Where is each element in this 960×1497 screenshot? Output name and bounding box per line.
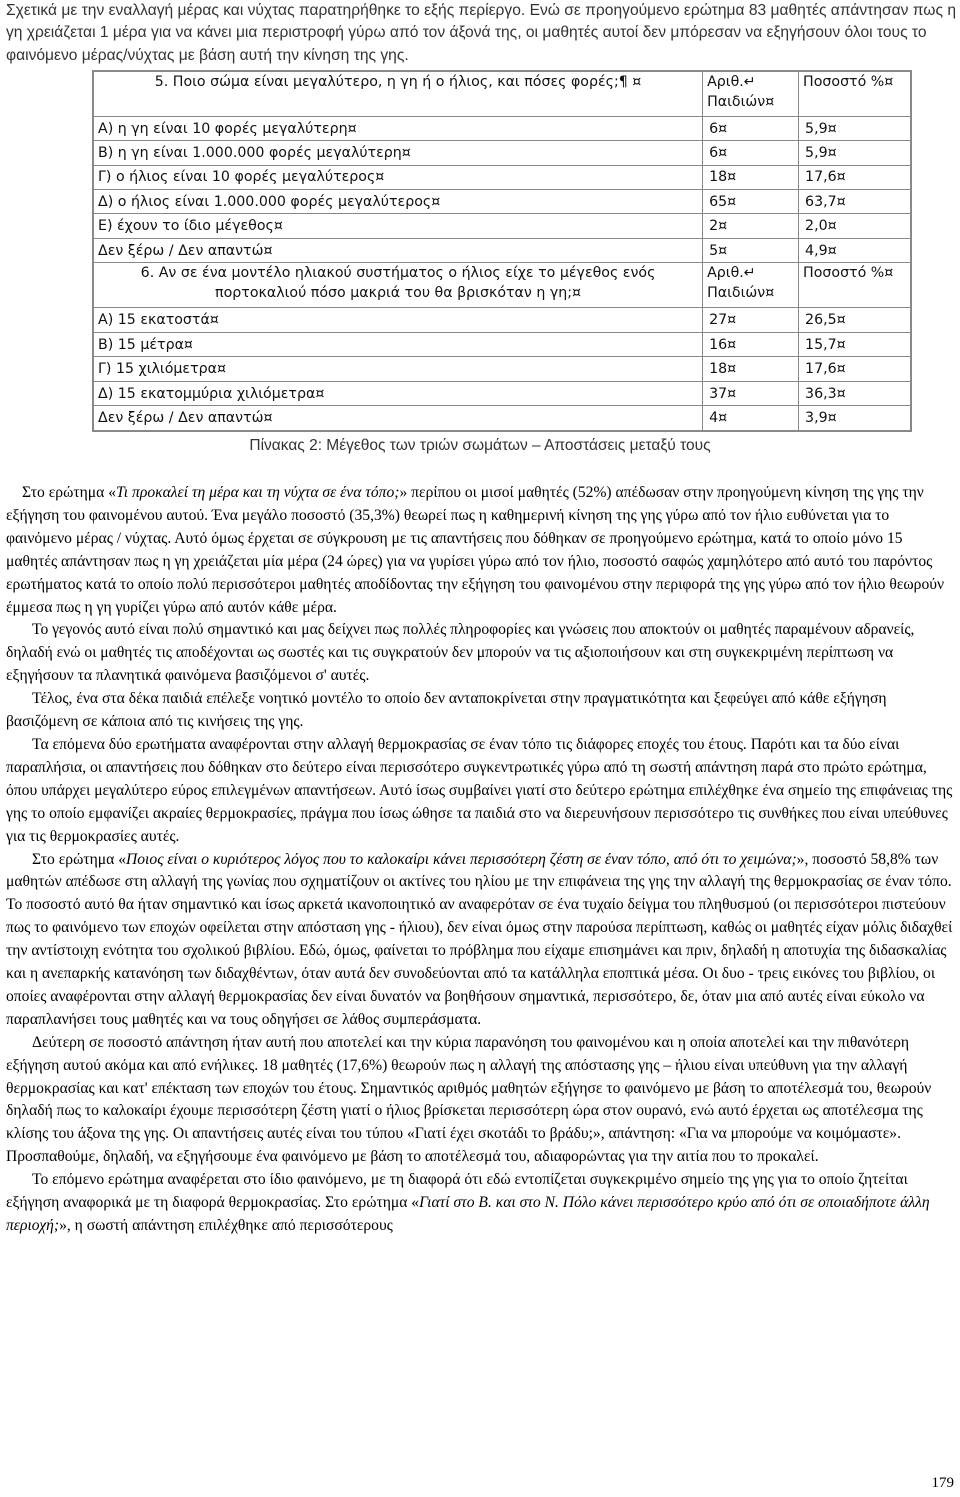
- paragraph-1: Στο ερώτημα «Τι προκαλεί τη μέρα και τη νύχτα σε ένα τόπο;» περίπου οι μισοί μαθητές (52%) απέδωσαν στην προηγούμενη κίνηση της γης την εξήγηση του φαινομένου αυτού. Ένα μεγάλο ποσοστό (35,3%) θεωρεί πως η καθημερινή κίνηση της γης γύρω από τον ήλιο ευθύνεται για το φαινόμενο μέρας / νύχτας. Αυτό όμως έρχεται σε σύγκρουση με τις απαντήσεις που δόθηκαν σε προηγούμενο ερώτημα, κατά το οποίο μόνο 15 μαθητές απάντησαν πως η γη χρειάζεται μία μέρα (24 ώρες) για να γυρίσει γύρω από τον ήλιο, ποσοστό σαφώς χαμηλότερο από αυτό του παρόντος ερωτήματος κατά το οποίο πολύ περισσότεροι μαθητές αποδίδοντας την εξήγηση του φαινομένου στην περιφορά της γης γύρω από τον ήλιο θεωρούν έμμεσα πως η γη γυρίζει γύρω από αυτόν κάθε μέρα.: [6, 484, 945, 616]
- intro-paragraph: Σχετικά με την εναλλαγή μέρας και νύχτας παρατηρήθηκε το εξής περίεργο. Ενώ σε προηγούμενο ερώτημα 83 μαθητές απάντησαν πως η γη χρειάζεται 1 μέρα για να κάνει μια περιστροφή γύρω από τον άξονά της, οι μαθητές αυτοί δεν μπόρεσαν να εξηγήσουν όλοι τους το φαινόμενο μέρας/νύχτας με βάση αυτή την κίνηση της γης.: [6, 2, 957, 64]
- count-cell: 65¤: [703, 190, 799, 214]
- q5-header-row: [94, 72, 911, 117]
- article-body: [6, 482, 956, 1238]
- percent-cell: 63,7¤: [799, 190, 911, 214]
- percent-cell: 15,7¤: [799, 332, 911, 357]
- percent-cell: 36,3¤: [799, 381, 911, 406]
- table-row: [94, 381, 911, 406]
- percent-cell: 3,9¤: [799, 406, 911, 431]
- percent-cell: 5,9¤: [799, 141, 911, 165]
- percent-cell: 2,0¤: [799, 214, 911, 238]
- paragraph-2: Το γεγονός αυτό είναι πολύ σημαντικό και μας δείχνει πως πολλές πληροφορίες και γνώσεις που αποκτούν οι μαθητές παραμένουν αδρανείς, δηλαδή ενώ οι μαθητές τις αποδέχονται ως σωστές και τις συγκρατούν δεν μπορούν να τις αξιοποιήσουν και στη συγκεκριμένη περίπτωση να εξηγήσουν τα πλανητικά φαινόμενα βασιζόμενοι σ' αυτές.: [6, 621, 915, 685]
- answer-cell: Α) η γη είναι 10 φορές μεγαλύτερη¤: [94, 117, 703, 141]
- table-row: [94, 332, 911, 357]
- table-row: [94, 406, 911, 431]
- table-row: [94, 308, 911, 333]
- q6-question: 6. Αν σε ένα μοντέλο ηλιακού συστήματος ο ήλιος είχε το μέγεθος ενός πορτοκαλιού πόσο μακριά του θα βρισκόταν η γη;¤: [94, 263, 703, 308]
- percent-cell: 17,6¤: [799, 165, 911, 189]
- answer-cell: Ε) έχουν το ίδιο μέγεθος¤: [94, 214, 703, 238]
- count-cell: 4¤: [703, 406, 799, 431]
- table-row: [94, 117, 911, 141]
- count-column-header: Αριθ.↵ Παιδιών¤: [703, 263, 799, 308]
- answer-cell: Γ) 15 χιλιόμετρα¤: [94, 357, 703, 382]
- answer-cell: Δεν ξέρω / Δεν απαντώ¤: [94, 238, 703, 262]
- percent-column-header: Ποσοστό %¤: [799, 72, 911, 117]
- count-cell: 27¤: [703, 308, 799, 333]
- percent-cell: 4,9¤: [799, 238, 911, 262]
- count-cell: 18¤: [703, 357, 799, 382]
- table-row: [94, 357, 911, 382]
- count-cell: 5¤: [703, 238, 799, 262]
- table-row: [94, 190, 911, 214]
- answer-cell: Γ) ο ήλιος είναι 10 φορές μεγαλύτερος¤: [94, 165, 703, 189]
- table-row: [94, 238, 911, 262]
- table-caption: Πίνακας 2: Μέγεθος των τριών σωμάτων – Αποστάσεις μεταξύ τους: [249, 437, 711, 454]
- paragraph-3: Τέλος, ένα στα δέκα παιδιά επέλεξε νοητικό μοντέλο το οποίο δεν ανταποκρίνεται στην πραγματικότητα και ξεφεύγει από κάθε εξήγηση βασιζόμενη σε κάποια από τις κινήσεις της γης.: [6, 690, 887, 731]
- count-cell: 37¤: [703, 381, 799, 406]
- answer-cell: Δ) 15 εκατομμύρια χιλιόμετρα¤: [94, 381, 703, 406]
- answer-cell: Δ) ο ήλιος είναι 1.000.000 φορές μεγαλύτερος¤: [94, 190, 703, 214]
- table-row: [94, 214, 911, 238]
- paragraph-6: Δεύτερη σε ποσοστό απάντηση ήταν αυτή που αποτελεί και την κύρια παρανόηση του φαινομένου και η οποία αποτελεί και την πιθανότερη εξήγηση αυτού ακόμα και από ενήλικες. 18 μαθητές (17,6%) θεωρούν πως η αλλαγή της απόστασης γης – ήλιου είναι υπεύθυνη για την αλλαγή θερμοκρασίας και κατ' επέκταση των εποχών του έτους. Σημαντικός αριθμός μαθητών εξήγησε το φαινόμενο με βάση το αποτέλεσμά του, θεωρούν δηλαδή πως το καλοκαίρι έχουμε περισσότερη ζέστη γιατί ο ήλιος βρίσκεται περισσότερη ώρα στον ουρανό, ενώ αυτό έρχεται ως αποτέλεσμα της κλίσης του άξονα της γης. Οι απαντήσεις αυτές είναι του τύπου «Γιατί έχει σκοτάδι το βράδυ;», απάντηση: «Για να μπορούμε να κοιμόμαστε». Προσπαθούμε, δηλαδή, να εξηγήσουμε ένα φαινόμενο με βάση το αποτέλεσμά του, αδιαφορώντας για την αιτία που το προκαλεί.: [6, 1033, 932, 1166]
- percent-column-header: Ποσοστό %¤: [799, 263, 911, 308]
- paragraph-4: Τα επόμενα δύο ερωτήματα αναφέρονται στην αλλαγή θερμοκρασίας σε έναν τόπο τις διάφορες εποχές του έτους. Παρότι και τα δύο είναι παραπλήσια, οι απαντήσεις που δόθηκαν στο δεύτερο είναι περισσότερο συγκεντρωτικές γύρω από τη σωστή απάντηση παρά στο πρώτο ερώτημα, όπου υπάρχει μεγαλύτερο εύρος επιλεγμένων απαντήσεων. Αυτό ίσως συμβαίνει γιατί στο δεύτερο ερώτημα επιλέχθηκε ένα σημείο της επιφάνειας της γης το οποίο εμφανίζει ακραίες θερμοκρασίες, πράγμα που ίσως ώθησε τα παιδιά στο να διερευνήσουν περισσότερο τις συνθήκες που είναι υπεύθυνες για τις θερμοκρασίες αυτές.: [6, 735, 953, 845]
- q6-header-row: [94, 263, 911, 308]
- count-cell: 2¤: [703, 214, 799, 238]
- paragraph-7: Το επόμενο ερώτημα αναφέρεται στο ίδιο φαινόμενο, με τη διαφορά ότι εδώ εντοπίζεται συγκεκριμένο σημείο της γης για το οποίο ζητείται εξήγηση αναφορικά με τη διαφορά θερμοκρασίας. Στο ερώτημα «Γιατί στο Β. και στο Ν. Πόλο κάνει περισσότερο κρύο από ότι σε οποιαδήποτε άλλη περιοχή;», η σωστή απάντηση επιλέχθηκε από περισσότερους: [6, 1171, 930, 1234]
- paragraph-5: Στο ερώτημα «Ποιος είναι ο κυριότερος λόγος που το καλοκαίρι κάνει περισσότερη ζέστη σε έναν τόπο, από ότι το χειμώνα;», ποσοστό 58,8% των μαθητών απέδωσε στη αλλαγή της γωνίας που σχηματίζουν οι ακτίνες του ηλίου με την επιφάνεια της γης την αλλαγή της θερμοκρασίας σε έναν τόπο. Το ποσοστό αυτό θα ήταν σημαντικό και ίσως αρκετά ικανοποιητικό αν αναφερόταν σε ένα τυχαίο δείγμα του πληθυσμού (οι περισσότεροι πιστεύουν πως το φαινόμενο των εποχών οφείλεται στην απόσταση γης - ήλιου), δεν είναι όμως στην παρούσα περίπτωση, καθώς οι μαθητές είχαν μόλις διδαχθεί την αντίστοιχη ενότητα του σχολικού βιβλίου. Εδώ, όμως, φαίνεται το πρόβλημα που είχαμε επισημάνει και πριν, δηλαδή η αποτυχία της διδασκαλίας και η ανεπαρκής κατανόηση των διδαχθέντων, όταν αυτά δεν συνοδεύονται από τα κατάλληλα εποπτικά μέσα. Οι δυο - τρεις εικόνες του βιβλίου, οι οποίες αναφέρονται στην αλλαγή θερμοκρασίας δεν είναι δυνατόν να βοηθήσουν σημαντικά, περισσότερο, δε, όταν μια από αυτές είναι εύκολο να παραπλανήσει τους μαθητές και να τους οδηγήσει σε λάθος συμπεράσματα.: [6, 850, 953, 1028]
- answer-cell: Α) 15 εκατοστά¤: [94, 308, 703, 333]
- answer-cell: Δεν ξέρω / Δεν απαντώ¤: [94, 406, 703, 431]
- q5-question: 5. Ποιο σώμα είναι μεγαλύτερο, η γη ή ο ήλιος, και πόσες φορές;¶ ¤: [94, 72, 703, 117]
- count-cell: 16¤: [703, 332, 799, 357]
- percent-cell: 26,5¤: [799, 308, 911, 333]
- count-cell: 6¤: [703, 117, 799, 141]
- count-cell: 18¤: [703, 165, 799, 189]
- table-row: [94, 165, 911, 189]
- page-number: 179: [931, 1475, 954, 1491]
- survey-table: [92, 70, 912, 432]
- count-cell: 6¤: [703, 141, 799, 165]
- percent-cell: 17,6¤: [799, 357, 911, 382]
- table-row: [94, 141, 911, 165]
- answer-cell: Β) η γη είναι 1.000.000 φορές μεγαλύτερη¤: [94, 141, 703, 165]
- answer-cell: Β) 15 μέτρα¤: [94, 332, 703, 357]
- percent-cell: 5,9¤: [799, 117, 911, 141]
- count-column-header: Αριθ.↵ Παιδιών¤: [703, 72, 799, 117]
